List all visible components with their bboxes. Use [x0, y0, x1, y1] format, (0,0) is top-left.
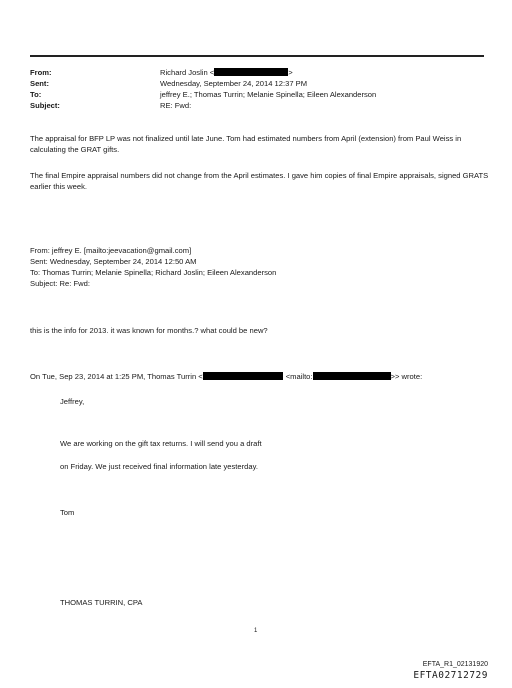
- wrote-line: [30, 372, 422, 382]
- from-label: From:: [30, 68, 52, 77]
- from-name: Richard Joslin <: [160, 68, 215, 77]
- quoted-subject: Subject: Re: Fwd:: [30, 279, 90, 288]
- wrote-suffix: >> wrote:: [390, 372, 423, 381]
- greeting: Jeffrey,: [60, 397, 85, 406]
- sent-value: Wednesday, September 24, 2014 12:37 PM: [160, 79, 308, 88]
- subject-value: RE: Fwd:: [160, 101, 192, 110]
- quoted-sent: Sent: Wednesday, September 24, 2014 12:50 AM: [30, 257, 197, 266]
- body-paragraph-2: The final Empire appraisal numbers did not change from the April estimates. I gave him copies of final Empire appraisals, signed GRATS earlier this week.: [30, 171, 489, 191]
- signature: THOMAS TURRIN, CPA: [60, 598, 143, 607]
- subject-label: Subject:: [30, 101, 60, 110]
- redaction-box: [214, 68, 288, 76]
- from-end: >: [288, 68, 293, 77]
- to-value: jeffrey E.; Thomas Turrin; Melanie Spinella; Eileen Alexanderson: [160, 90, 377, 99]
- header-top-rule: [30, 55, 484, 57]
- quoted-to: To: Thomas Turrin; Melanie Spinella; Richard Joslin; Eileen Alexanderson: [30, 268, 277, 277]
- body-paragraph-1: The appraisal for BFP LP was not finalized until late June. Tom had estimated numbers from April (extension) from Paul Weiss in calculating the GRAT gifts.: [30, 134, 462, 154]
- mailto-text: <mailto:: [285, 372, 313, 381]
- message-line-2: on Friday. We just received final information late yesterday.: [60, 462, 258, 471]
- quoted-message: this is the info for 2013. it was known for months.? what could be new?: [30, 326, 268, 335]
- message-line-1: We are working on the gift tax returns. I will send you a draft: [60, 439, 262, 448]
- from-value: [160, 68, 293, 78]
- redaction-box: [203, 372, 283, 380]
- to-label: To:: [30, 90, 42, 99]
- quoted-from: From: jeffrey E. [mailto:jeevacation@gmail.com]: [30, 246, 192, 255]
- wrote-prefix: On Tue, Sep 23, 2014 at 1:25 PM, Thomas Turrin <: [30, 372, 203, 381]
- efta-stamp-2: EFTA02712729: [413, 670, 488, 681]
- redaction-box: [313, 372, 391, 380]
- efta-stamp-1: EFTA_R1_02131920: [422, 661, 488, 668]
- sent-label: Sent:: [30, 79, 49, 88]
- page-number: 1: [254, 628, 258, 634]
- sign-off: Tom: [60, 508, 75, 517]
